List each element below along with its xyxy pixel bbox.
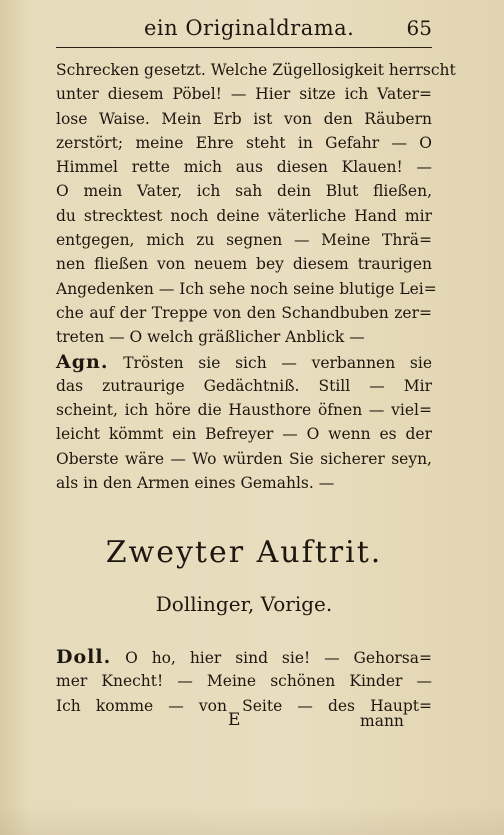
signature-mark: E <box>228 710 241 730</box>
text-line: entgegen, mich zu segnen — Meine Thrä= <box>56 231 432 250</box>
text-line: unter diesem Pöbel! — Hier sitze ich Vater= <box>56 85 432 104</box>
text-line: O ho, hier sind sie! — Gehorsa= <box>125 649 432 667</box>
speech-line-agn <box>56 350 432 374</box>
text-line: nen fließen von neuem bey diesem traurigen <box>56 255 432 274</box>
header-rule <box>56 47 432 48</box>
speech-line-doll <box>56 645 432 669</box>
page-number: 65 <box>406 16 432 40</box>
scene-heading: Zweyter Auftrit. <box>105 535 383 570</box>
text-line: treten — O welch gräßlicher Anblick — <box>56 328 365 347</box>
speaker-agn: Agn. <box>56 350 109 373</box>
text-line: Himmel rette mich aus diesen Klauen! — <box>56 158 432 177</box>
text-line: zerstört; meine Ehre steht in Gefahr — O <box>56 133 432 152</box>
page-edge-shadow <box>0 805 504 835</box>
running-head: ein Originaldrama. <box>144 16 355 40</box>
text-line: leicht kömmt ein Befreyer — O wenn es der <box>56 425 432 444</box>
text-line: lose Waise. Mein Erb ist von den Räubern <box>56 109 432 128</box>
speaker-doll: Doll. <box>56 646 112 668</box>
character-list: Dollinger, Vorige. <box>155 592 333 616</box>
page-footer <box>56 710 432 734</box>
text-line: Ich komme — von Seite — des Haupt= <box>56 696 432 715</box>
text-line: Angedenken — Ich sehe noch seine blutige Lei= <box>56 279 437 298</box>
text-line: als in den Armen eines Gemahls. — <box>56 474 335 493</box>
text-line: Schrecken gesetzt. Welche Zügellosigkeit herrscht <box>56 61 456 79</box>
text-line: Oberste wäre — Wo würden Sie sicherer seyn, <box>56 449 432 468</box>
text-line: mer Knecht! — Meine schönen Kinder — <box>56 672 432 691</box>
text-line: O mein Vater, ich sah dein Blut fließen, <box>56 182 432 201</box>
text-line: che auf der Treppe von den Schandbuben zer= <box>56 303 432 322</box>
main-text-block <box>56 58 456 495</box>
dialog-text-block <box>56 645 432 718</box>
text-line: Trösten sie sich — verbannen sie <box>123 353 433 372</box>
catchword: mann <box>360 712 404 730</box>
text-line: du strecktest noch deine väterliche Hand mir <box>56 206 432 225</box>
text-line: scheint, ich höre die Hausthore öfnen — viel= <box>56 401 432 420</box>
page-header <box>56 16 432 42</box>
text-line: das zutraurige Gedächtniß. Still — Mir <box>56 376 432 395</box>
